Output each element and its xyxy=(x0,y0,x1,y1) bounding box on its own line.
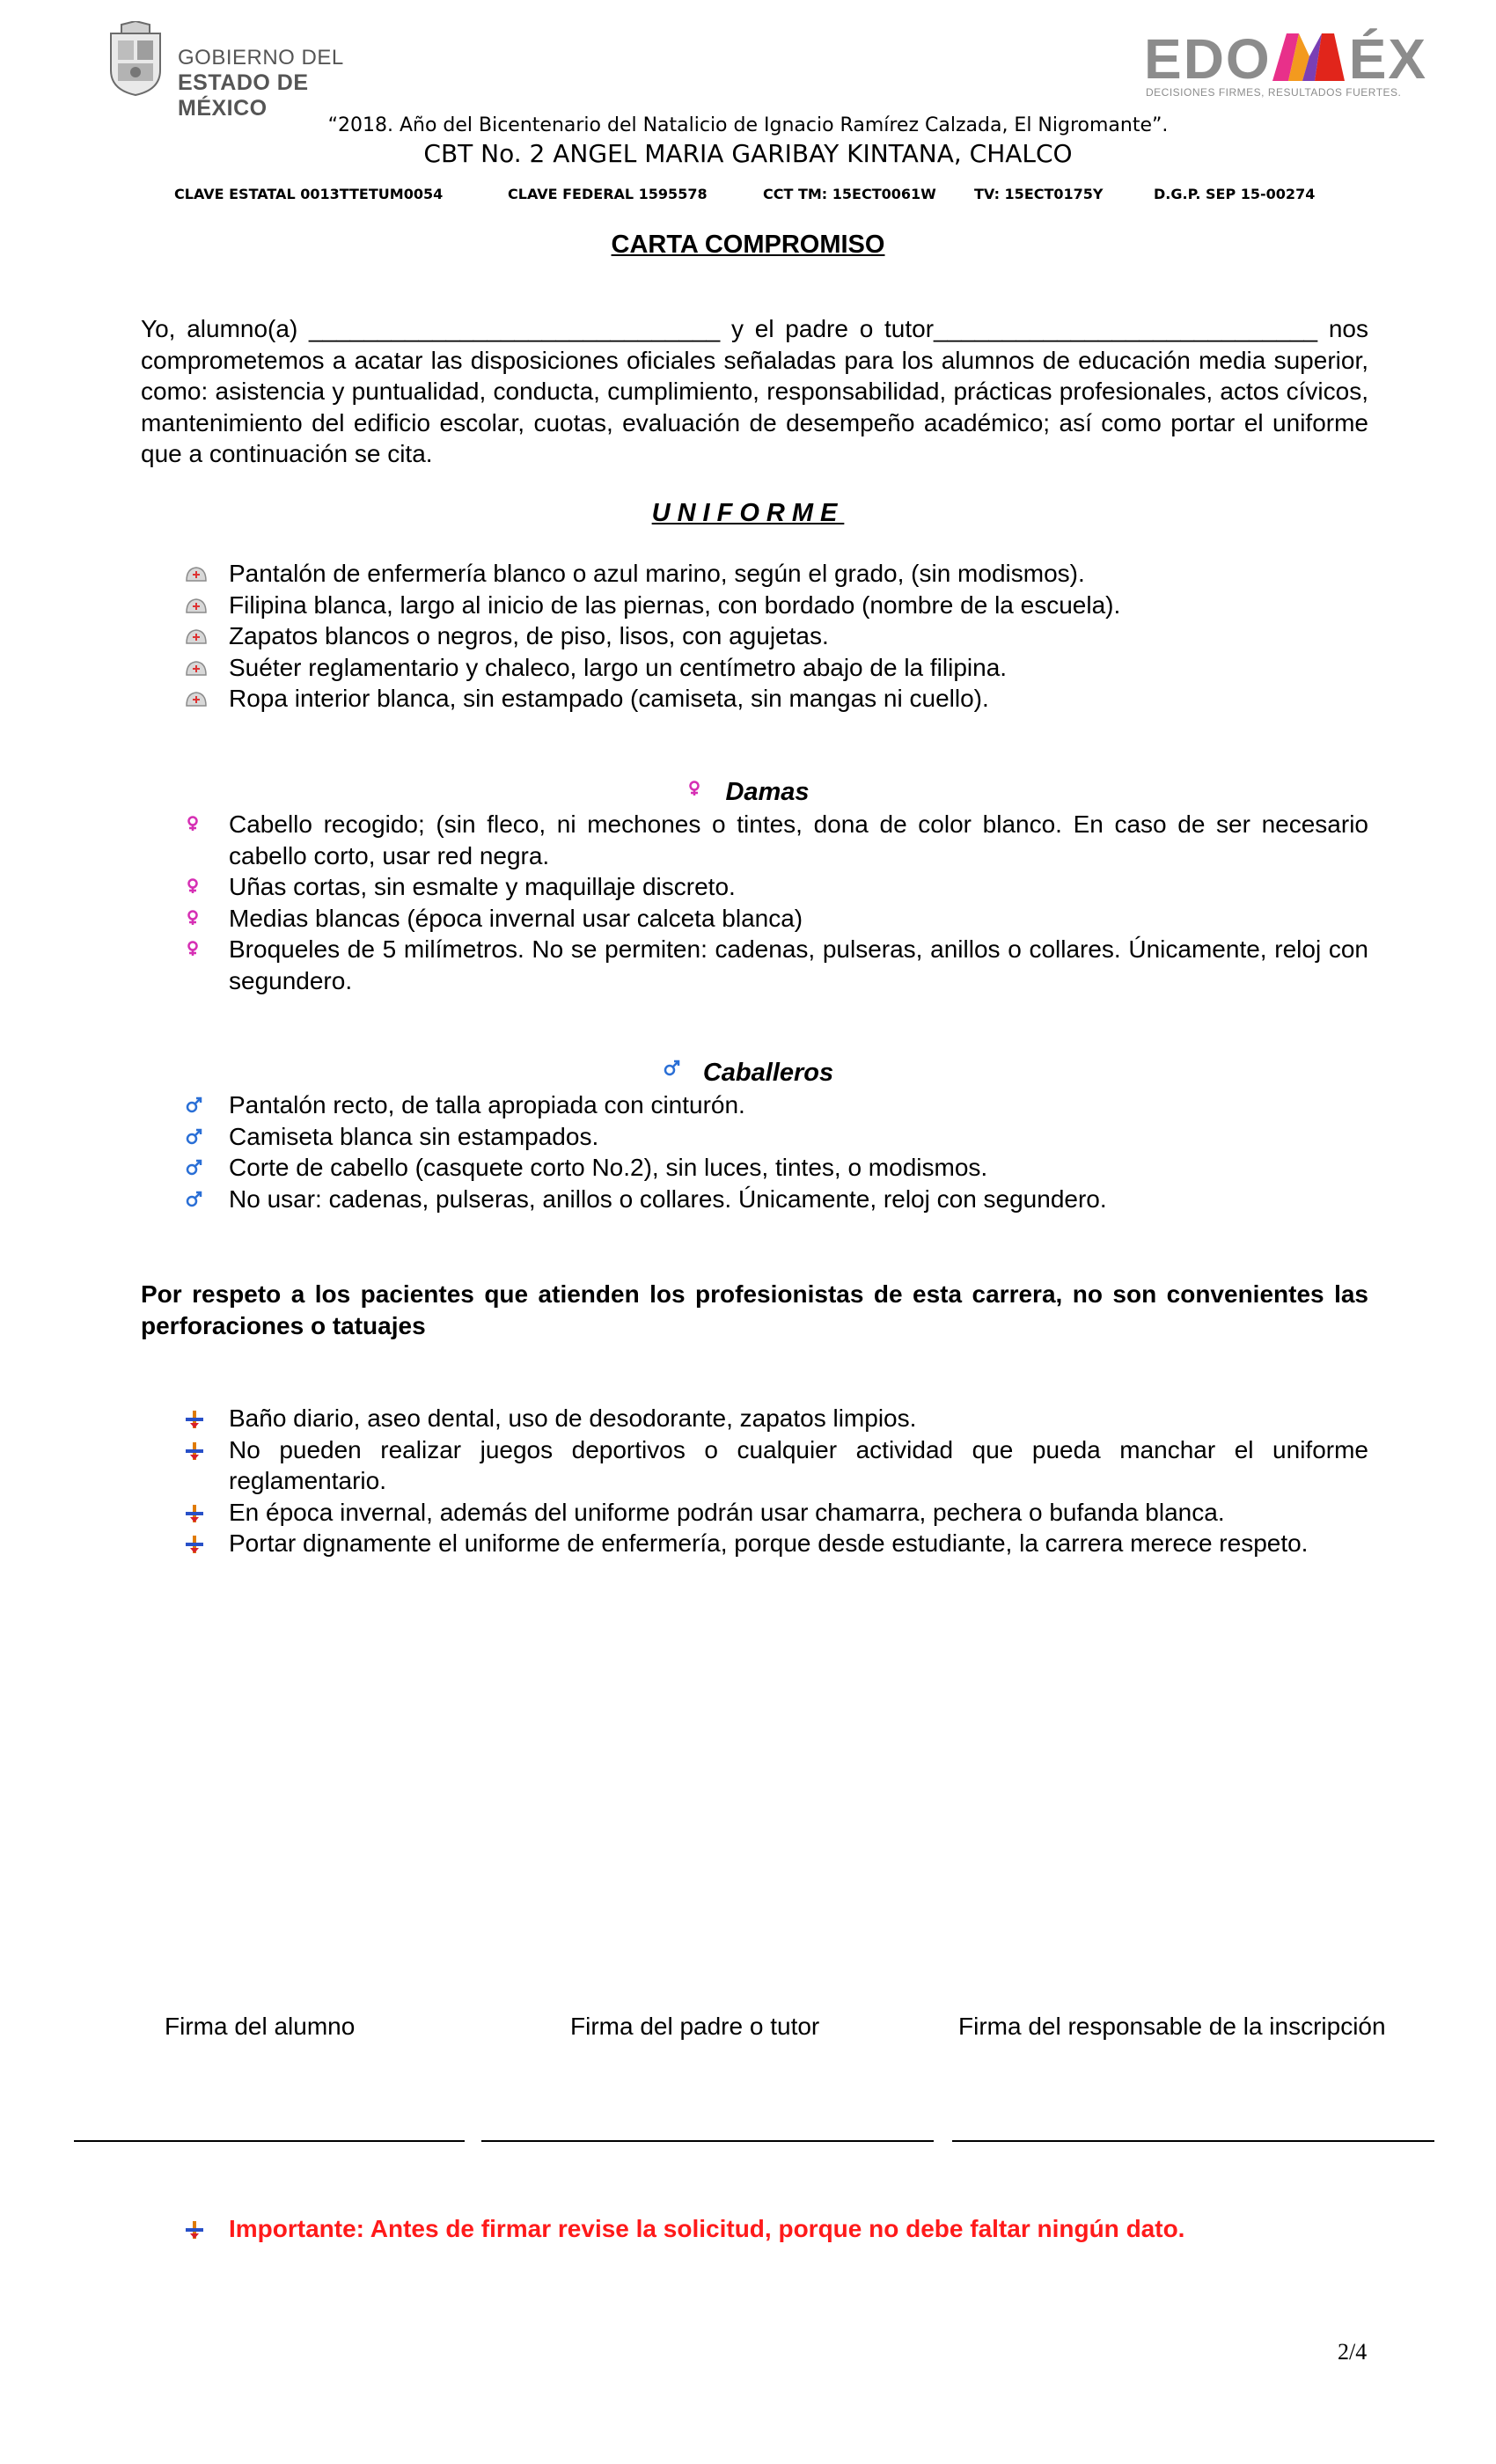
damas-heading: Damas xyxy=(0,778,1496,807)
arrow-plus-icon xyxy=(185,2220,204,2240)
intro-paragraph: Yo, alumno(a) ______________________________ y el padre o tutor____________________________ nos comprometemos a acatar las disposiciones oficiales señaladas para los alumnos de educación media superior, como: asistencia y puntualidad, conducta, cumplimiento, responsabilidad, prácticas profesionales, actos cívicos, mantenimiento del edificio escolar, cuotas, evaluación de desempeño académico; así como portar el uniforme que a continuación se cita. xyxy=(141,315,1368,467)
nurse-cap-icon xyxy=(185,659,208,678)
code-clave-estatal: CLAVE ESTATAL 0013TTETUM0054 xyxy=(174,186,444,202)
important-note: Importante: Antes de firmar revise la solicitud, porque no debe faltar ningún dato. xyxy=(185,2215,1184,2243)
male-symbol-icon xyxy=(663,1060,680,1077)
school-name: CBT No. 2 ANGEL MARIA GARIBAY KINTANA, CHALCO xyxy=(423,139,1073,168)
list-item: No pueden realizar juegos deportivos o cualquier actividad que pueda manchar el uniforme reglamentario. xyxy=(185,1434,1368,1497)
uniforme-heading: UNIFORME xyxy=(651,499,845,527)
list-item: Medias blancas (época invernal usar calceta blanca) xyxy=(185,903,1368,935)
list-item: Broqueles de 5 milímetros. No se permiten: cadenas, pulseras, anillos o collares. Únicamente, reloj con segundero. xyxy=(185,934,1368,996)
nurse-cap-icon xyxy=(185,627,208,647)
general-list xyxy=(185,1403,1368,1559)
list-item: No usar: cadenas, pulseras, anillos o collares. Únicamente, reloj con segundero. xyxy=(185,1184,1368,1215)
male-symbol-icon xyxy=(185,1191,202,1208)
signature-line-registrar[interactable] xyxy=(952,2140,1434,2142)
list-item: Portar dignamente el uniforme de enfermería, porque desde estudiante, la carrera merece respeto. xyxy=(185,1528,1368,1559)
list-item: Corte de cabello (casquete corto No.2), sin luces, tintes, o modismos. xyxy=(185,1152,1368,1184)
female-symbol-icon xyxy=(185,941,201,957)
code-cct-tm: CCT TM: 15ECT0061W xyxy=(763,186,936,202)
female-symbol-icon xyxy=(686,781,702,796)
nurse-cap-icon xyxy=(185,690,208,709)
male-symbol-icon xyxy=(185,1096,202,1114)
gov-logo-line2: ESTADO DE MÉXICO xyxy=(178,70,309,121)
signature-label-parent: Firma del padre o tutor xyxy=(570,2013,820,2040)
list-item: Zapatos blancos o negros, de piso, lisos, con agujetas. xyxy=(185,620,1368,652)
list-item: Pantalón de enfermería blanco o azul marino, según el grado, (sin modismos). xyxy=(185,558,1368,590)
signature-line-parent[interactable] xyxy=(481,2140,934,2142)
male-symbol-icon xyxy=(185,1128,202,1146)
edomex-word xyxy=(1144,26,1434,91)
arrow-plus-icon xyxy=(185,1441,204,1461)
female-symbol-icon xyxy=(185,910,201,926)
uniforme-list xyxy=(185,558,1368,715)
male-symbol-icon xyxy=(185,1159,202,1177)
female-symbol-icon xyxy=(185,816,201,832)
year-motto: “2018. Año del Bicentenario del Natalicio de Ignacio Ramírez Calzada, El Nigromante”. xyxy=(327,114,1169,136)
nurse-cap-icon xyxy=(185,565,208,584)
list-item: Suéter reglamentario y chaleco, largo un centímetro abajo de la filipina. xyxy=(185,652,1368,684)
arrow-plus-icon xyxy=(185,1504,204,1523)
respect-paragraph: Por respeto a los pacientes que atienden los profesionistas de esta carrera, no son convenientes las perforaciones o tatuajes xyxy=(141,1280,1368,1339)
signature-line-student[interactable] xyxy=(74,2140,465,2142)
signature-label-registrar: Firma del responsable de la inscripción xyxy=(958,2013,1386,2040)
caballeros-heading: Caballeros xyxy=(0,1059,1496,1088)
gov-logo-line1: GOBIERNO DEL xyxy=(178,46,344,70)
list-item: Pantalón recto, de talla apropiada con cinturón. xyxy=(185,1089,1368,1121)
edomex-letters-right: ÉX xyxy=(1348,27,1428,91)
edomex-tagline: DECISIONES FIRMES, RESULTADOS FUERTES. xyxy=(1146,86,1402,99)
nurse-cap-icon xyxy=(185,597,208,616)
code-dgp: D.G.P. SEP 15-00274 xyxy=(1154,186,1316,202)
damas-list xyxy=(185,809,1368,996)
edomex-text xyxy=(1144,26,1427,92)
list-item: Camiseta blanca sin estampados. xyxy=(185,1121,1368,1153)
female-symbol-icon xyxy=(185,878,201,894)
list-item: En época invernal, además del uniforme podrán usar chamarra, pechera o bufanda blanca. xyxy=(185,1497,1368,1529)
edomex-letters-left: EDO xyxy=(1144,27,1272,91)
edomex-letter-m xyxy=(1272,26,1349,92)
page-number: 2/4 xyxy=(1338,2339,1368,2365)
arrow-plus-icon xyxy=(185,1535,204,1554)
signature-label-student: Firma del alumno xyxy=(165,2013,356,2040)
list-item: Cabello recogido; (sin fleco, ni mechones o tintes, dona de color blanco. En caso de ser necesario cabello corto, usar red negra. xyxy=(185,809,1368,871)
gobierno-logo xyxy=(104,21,403,121)
list-item: Uñas cortas, sin esmalte y maquillaje discreto. xyxy=(185,871,1368,903)
list-item: Baño diario, aseo dental, uso de desodorante, zapatos limpios. xyxy=(185,1403,1368,1434)
page-title: CARTA COMPROMISO xyxy=(611,231,885,259)
code-tv: TV: 15ECT0175Y xyxy=(974,186,1104,202)
edomex-logo xyxy=(1144,26,1434,106)
code-clave-federal: CLAVE FEDERAL 1595578 xyxy=(508,186,708,202)
state-seal-icon xyxy=(104,21,167,97)
caballeros-list xyxy=(185,1089,1368,1214)
arrow-plus-icon xyxy=(185,1410,204,1429)
list-item: Filipina blanca, largo al inicio de las piernas, con bordado (nombre de la escuela). xyxy=(185,590,1368,621)
list-item: Ropa interior blanca, sin estampado (camiseta, sin mangas ni cuello). xyxy=(185,683,1368,715)
